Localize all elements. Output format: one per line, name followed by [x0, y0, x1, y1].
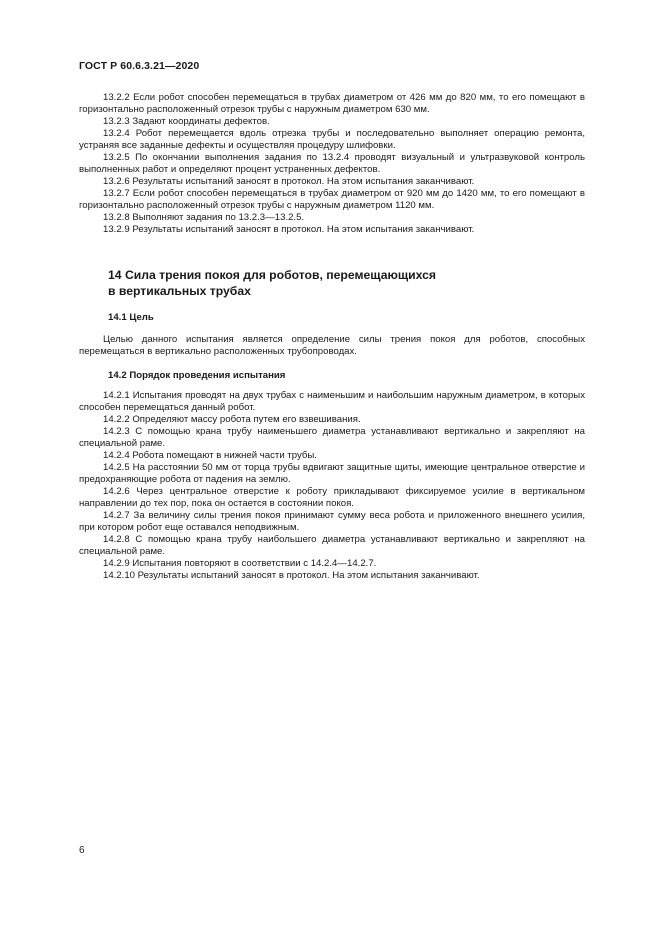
paragraph: 13.2.5 По окончании выполнения задания по 13.2.4 проводят визуальный и ультразвуковой контроль выполненных работ и определяют процент устраненных дефектов.	[79, 152, 585, 175]
paragraph: 14.2.10 Результаты испытаний заносят в протокол. На этом испытания заканчивают.	[103, 570, 480, 581]
paragraph: 14.2.2 Определяют массу робота путем его взвешивания.	[103, 414, 361, 425]
document-header: ГОСТ Р 60.6.3.21—2020	[79, 60, 200, 72]
subsection-14-2-block	[79, 390, 585, 582]
paragraph: 14.2.4 Робота помещают в нижней части трубы.	[103, 450, 317, 461]
clause-13-2-block	[79, 92, 585, 236]
paragraph: Целью данного испытания является определение силы трения покоя для роботов, способных перемещаться в вертикально расположенных трубопроводах.	[79, 334, 585, 357]
paragraph: 13.2.6 Результаты испытаний заносят в протокол. На этом испытания заканчивают.	[103, 176, 475, 187]
paragraph: 14.2.6 Через центральное отверстие к роботу прикладывают фиксируемое усилие в вертикальном направлении до тех пор, пока он остается в состоянии покоя.	[79, 486, 585, 509]
paragraph: 13.2.9 Результаты испытаний заносят в протокол. На этом испытания заканчивают.	[103, 224, 475, 235]
paragraph: 14.2.5 На расстоянии 50 мм от торца трубы вдвигают защитные щиты, имеющие центральное отверстие и предохраняющие робота от падения на землю.	[79, 462, 585, 485]
paragraph: 13.2.7 Если робот способен перемещаться в трубах диаметром от 920 мм до 1420 мм, то его помещают в горизонтально расположенный отрезок трубы с наружным диаметром 1120 мм.	[79, 188, 585, 211]
paragraph: 14.2.8 С помощью крана трубу наибольшего диаметра устанавливают вертикально и закрепляют на специальной раме.	[79, 534, 585, 557]
paragraph: 14.2.7 За величину силы трения покоя принимают сумму веса робота и приложенного внешнего усилия, при котором робот еще оставался неподвижным.	[79, 510, 585, 533]
section-title-line: 14 Сила трения покоя для роботов, перемещающихся	[108, 268, 437, 282]
subsection-14-1-title: 14.1 Цель	[108, 312, 154, 323]
section-title-line: в вертикальных трубах	[108, 284, 251, 298]
paragraph: 13.2.8 Выполняют задания по 13.2.3—13.2.5.	[103, 212, 305, 223]
paragraph: 14.2.1 Испытания проводят на двух трубах с наименьшим и наибольшим наружным диаметром, в которых способен перемещаться данный робот.	[79, 390, 585, 413]
subsection-14-1-text	[79, 334, 585, 358]
paragraph: 14.2.9 Испытания повторяют в соответствии с 14.2.4—14.2.7.	[103, 558, 377, 569]
paragraph: 13.2.4 Робот перемещается вдоль отрезка трубы и последовательно выполняет операцию ремонта, устраняя все заданные дефекты и осуществляя процедуру шлифовки.	[79, 128, 585, 151]
paragraph: 13.2.2 Если робот способен перемещаться в трубах диаметром от 426 мм до 820 мм, то его помещают в горизонтально расположенный отрезок трубы с наружным диаметром 630 мм.	[79, 92, 585, 115]
paragraph: 14.2.3 С помощью крана трубу наименьшего диаметра устанавливают вертикально и закрепляют на специальной раме.	[79, 426, 585, 449]
section-14-title	[108, 267, 568, 299]
subsection-14-2-title: 14.2 Порядок проведения испытания	[108, 370, 286, 381]
paragraph: 13.2.3 Задают координаты дефектов.	[103, 116, 270, 127]
page-number: 6	[79, 845, 85, 856]
